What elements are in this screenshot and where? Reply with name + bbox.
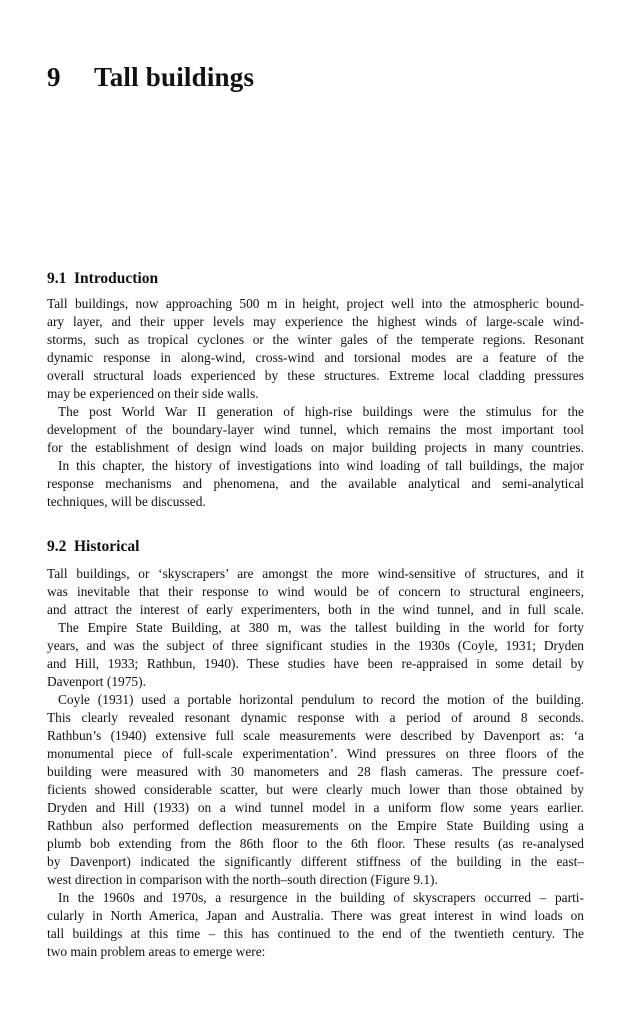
text-line: The Empire State Building, at 380 m, was the tallest building in the world for forty <box>58 620 584 635</box>
text-line: plumb bob extending from the 86th floor to the 6th floor. These results (as re-analysed <box>47 836 584 851</box>
text-line: Rathbun also performed deflection measurements on the Empire State Building using a <box>47 818 584 833</box>
text-line: cularly in North America, Japan and Australia. There was great interest in wind loads on <box>47 908 584 923</box>
chapter-number: 9 <box>47 62 61 92</box>
text-line: This clearly revealed resonant dynamic response with a period of around 8 seconds. <box>47 710 584 725</box>
chapter-title-text: Tall buildings <box>94 62 255 92</box>
text-line: ary layer, and their upper levels may experience the highest winds of large-scale wind- <box>47 314 584 329</box>
text-line: and Hill, 1933; Rathbun, 1940). These studies have been re-appraised in some detail by <box>47 656 584 671</box>
text-line: two main problem areas to emerge were: <box>47 944 266 959</box>
text-line: Coyle (1931) used a portable horizontal pendulum to record the motion of the building. <box>58 692 584 707</box>
section-title: Historical <box>74 538 140 555</box>
text-line: storms, such as tropical cyclones or the winter gales of the temperate regions. Resonant <box>47 332 584 347</box>
text-line: Rathbun’s (1940) extensive full scale measurements were described by Davenport as: ‘a <box>47 728 584 743</box>
text-line: west direction in comparison with the north–south direction (Figure 9.1). <box>47 872 438 887</box>
section-number: 9.2 <box>47 538 67 555</box>
text-line: by Davenport) indicated the significantly different stiffness of the building in the east– <box>47 854 584 869</box>
text-line: building were measured with 30 manometers and 28 flash cameras. The pressure coef- <box>47 764 584 779</box>
text-line: response mechanisms and phenomena, and the available analytical and semi-analytical <box>47 476 584 491</box>
chapter-title <box>47 62 254 93</box>
text-line: Dryden and Hill (1933) on a wind tunnel model in a uniform flow some years earlier. <box>47 800 584 815</box>
text-line: Davenport (1975). <box>47 674 146 689</box>
text-line: The post World War II generation of high-rise buildings were the stimulus for the <box>58 404 584 419</box>
text-line: years, and was the subject of three significant studies in the 1930s (Coyle, 1931; Dryden <box>47 638 584 653</box>
section-number: 9.1 <box>47 270 67 287</box>
section-heading-historical <box>47 538 139 556</box>
text-line: ficients showed considerable scatter, but were clearly much lower than those obtained by <box>47 782 584 797</box>
text-line: development of the boundary-layer wind tunnel, which remains the most important tool <box>47 422 584 437</box>
text-line: tall buildings at this time – this has continued to the end of the twentieth century. The <box>47 926 584 941</box>
text-line: In the 1960s and 1970s, a resurgence in the building of skyscrapers occurred – parti- <box>58 890 584 905</box>
text-line: dynamic response in along-wind, cross-wind and torsional modes are a feature of the <box>47 350 584 365</box>
text-line: overall structural loads experienced by these structures. Extreme local cladding pressures <box>47 368 584 383</box>
text-line: monumental piece of full-scale experimentation’. Wind pressures on three floors of the <box>47 746 584 761</box>
text-line: was inevitable that their response to wind would be of concern to structural engineers, <box>47 584 584 599</box>
text-line: Tall buildings, or ‘skyscrapers’ are amongst the more wind-sensitive of structures, and it <box>47 566 584 581</box>
text-line: may be experienced on their side walls. <box>47 386 259 401</box>
text-line: Tall buildings, now approaching 500 m in height, project well into the atmospheric bound- <box>47 296 584 311</box>
section-title: Introduction <box>74 270 159 287</box>
text-line: techniques, will be discussed. <box>47 494 206 509</box>
section-heading-introduction <box>47 270 158 288</box>
text-line: and attract the interest of early experimenters, both in the wind tunnel, and in full scale. <box>47 602 584 617</box>
text-line: In this chapter, the history of investigations into wind loading of tall buildings, the major <box>58 458 584 473</box>
text-line: for the establishment of design wind loads on major building projects in many countries. <box>47 440 584 455</box>
